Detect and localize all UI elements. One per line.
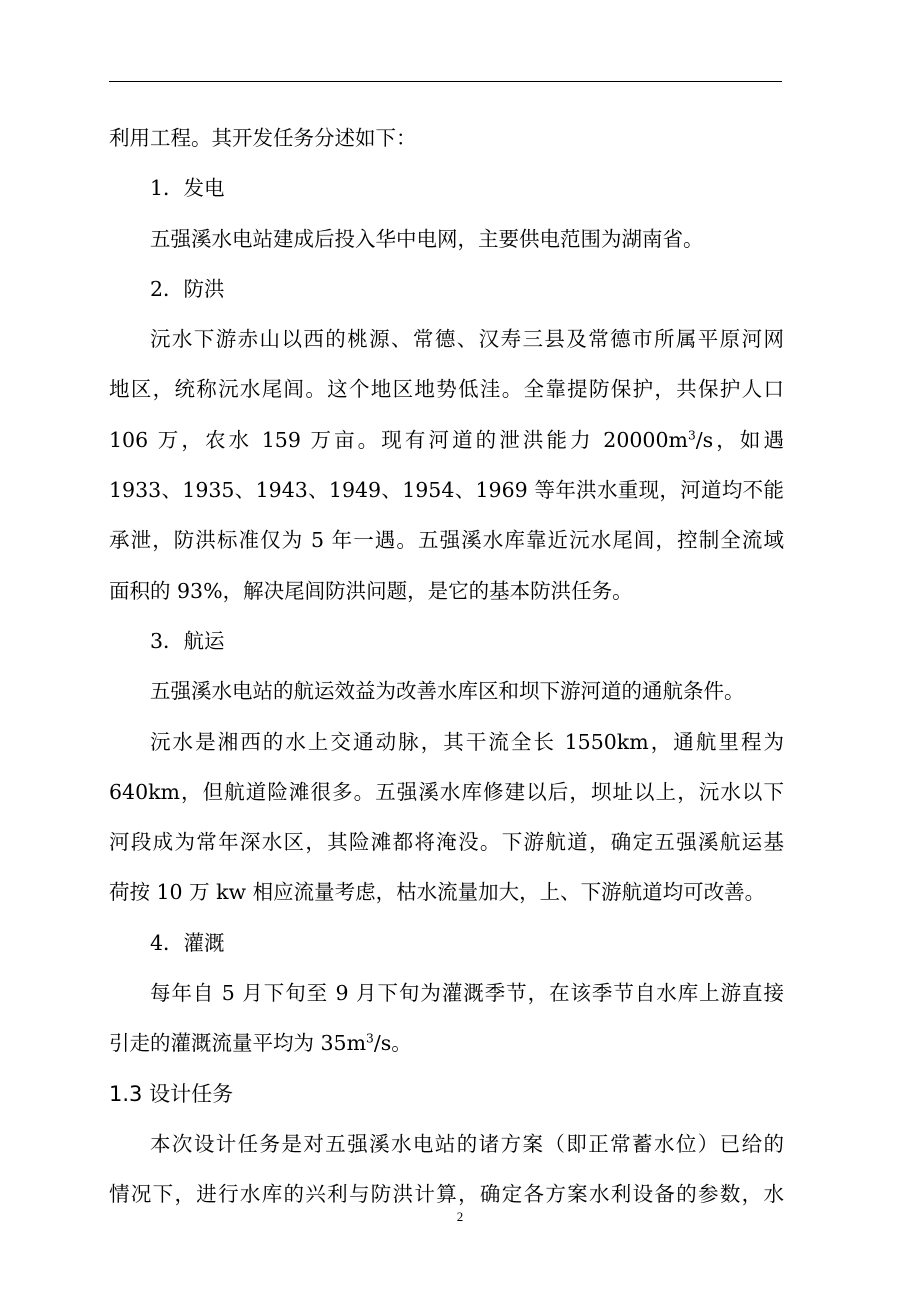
paragraph-line: 承泄，防洪标准仅为 5 年一遇。五强溪水库靠近沅水尾闾，控制全流域 <box>109 528 784 553</box>
paragraph-line: 荷按 10 万 kw 相应流量考虑，枯水流量加大，上、下游航道均可改善。 <box>109 880 766 905</box>
paragraph-line: 本次设计任务是对五强溪水电站的诸方案（即正常蓄水位）已给的 <box>150 1131 784 1156</box>
superscript: 3 <box>687 428 696 443</box>
text-segment: /s，如遇 <box>695 427 784 452</box>
document-body <box>109 114 784 1221</box>
item-heading-irrigation: 4．灌溉 <box>150 930 225 955</box>
paragraph-line: 每年自 5 月下旬至 9 月下旬为灌溉季节，在该季节自水库上游直接 <box>150 981 784 1006</box>
paragraph-line: 情况下，进行水库的兴利与防洪计算，确定各方案水利设备的参数，水 <box>109 1182 784 1207</box>
superscript: 3 <box>366 1031 374 1046</box>
paragraph-line-with-superscript <box>109 416 784 464</box>
text-segment: 106 万，农水 159 万亩。现有河道的泄洪能力 20000m <box>109 427 688 452</box>
paragraph-line-with-superscript <box>109 1019 784 1067</box>
paragraph-line: 沅水下游赤山以西的桃源、常德、汉寿三县及常德市所属平原河网 <box>150 327 784 352</box>
item-heading-power: 1．发电 <box>150 176 225 201</box>
paragraph-line: 五强溪水电站建成后投入华中电网，主要供电范围为湖南省。 <box>150 226 704 251</box>
paragraph-line: 面积的 93%，解决尾闾防洪问题，是它的基本防洪任务。 <box>109 578 633 603</box>
paragraph-line: 地区，统称沅水尾闾。这个地区地势低洼。全靠提防保护，共保护人口 <box>109 377 784 402</box>
text-segment: /s。 <box>373 1031 412 1056</box>
item-heading-flood-control: 2．防洪 <box>150 276 225 301</box>
paragraph-line: 五强溪水电站的航运效益为改善水库区和坝下游河道的通航条件。 <box>150 679 745 704</box>
paragraph-line: 河段成为常年深水区，其险滩都将淹没。下游航道，确定五强溪航运基 <box>109 830 784 855</box>
item-heading-navigation: 3．航运 <box>150 628 225 653</box>
paragraph-line: 1933、1935、1943、1949、1954、1969 等年洪水重现，河道均不能 <box>109 478 784 503</box>
page-number: 2 <box>456 1209 464 1224</box>
paragraph-line: 利用工程。其开发任务分述如下： <box>109 126 417 150</box>
header-rule <box>109 81 782 82</box>
section-heading: 1.3 设计任务 <box>109 1081 234 1106</box>
paragraph-line: 640km，但航道险滩很多。五强溪水库修建以后，坝址以上，沅水以下 <box>109 779 784 804</box>
text-segment: 引走的灌溉流量平均为 35m <box>109 1031 367 1056</box>
paragraph-line: 沅水是湘西的水上交通动脉，其干流全长 1550km，通航里程为 <box>150 729 784 754</box>
